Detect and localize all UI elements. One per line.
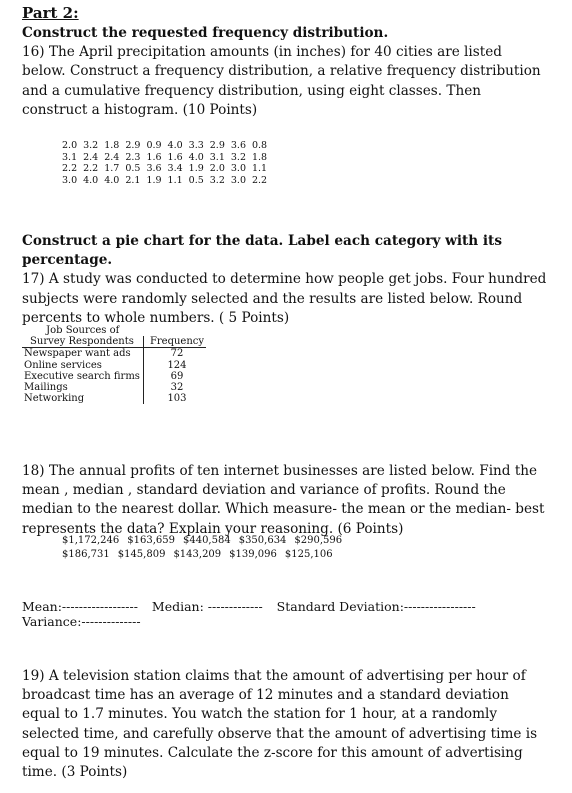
job-source-frequency: 72 (143, 348, 206, 360)
job-source-row (22, 360, 206, 371)
profit-value: $143,209 (173, 549, 222, 560)
precip-cell: 0.9 (146, 140, 162, 152)
precip-cell: 2.1 (125, 175, 141, 187)
precip-cell: 1.6 (167, 151, 183, 163)
job-header-freq: Frequency (143, 336, 206, 348)
profit-value: $440,584 (182, 535, 231, 546)
precip-cell: 1.7 (104, 163, 120, 175)
precip-cell: 2.9 (125, 140, 141, 152)
precip-cell: 2.2 (251, 175, 268, 187)
job-header-line2: Survey Respondents (22, 336, 143, 348)
job-source-name: Newspaper want ads (22, 348, 143, 360)
question-17 (22, 232, 547, 328)
precip-cell: 2.0 (62, 140, 78, 152)
precip-cell: 3.6 (146, 163, 162, 175)
precip-cell: 3.2 (83, 140, 99, 152)
question-16 (22, 24, 547, 120)
precip-cell: 3.1 (62, 151, 78, 163)
job-source-frequency: 103 (167, 393, 187, 405)
precip-row (59, 163, 270, 175)
std-label: Standard Deviation:----------------- (276, 599, 476, 614)
profit-value: $186,731 (62, 549, 110, 560)
precip-cell: 3.0 (230, 175, 246, 187)
job-source-row (22, 393, 206, 404)
precip-cell: 4.0 (188, 151, 204, 163)
job-source-name: Networking (22, 393, 143, 404)
precipitation-data-grid (59, 140, 270, 186)
profit-value: $350,634 (238, 535, 287, 546)
precip-cell: 2.2 (83, 163, 99, 175)
precip-cell: 2.3 (125, 151, 141, 163)
precipitation-table (59, 140, 270, 186)
precip-cell: 4.0 (167, 140, 183, 152)
q16-heading: Construct the requested frequency distribution. (22, 25, 389, 41)
precip-cell: 2.0 (209, 163, 225, 175)
precip-cell: 1.8 (251, 151, 268, 163)
precip-cell: 0.5 (125, 163, 141, 175)
precip-cell: 1.9 (146, 175, 162, 187)
precip-cell: 2.4 (83, 151, 99, 163)
job-header-line1: Job Sources of (46, 325, 120, 336)
job-source-row (22, 382, 206, 393)
profit-value: $125,106 (284, 549, 333, 560)
precip-cell: 3.4 (167, 163, 183, 175)
profit-value: $1,172,246 (62, 535, 120, 546)
variance-label: Variance:-------------- (22, 614, 141, 629)
precip-cell: 1.1 (167, 175, 183, 187)
job-sources-table (22, 325, 206, 404)
precip-cell: 1.8 (104, 140, 120, 152)
q19-text: 19) A television station claims that the amount of advertising per hour of broadcast time has an average of 12 minutes and a standard deviation equal to 1.7 minutes. You watch the station for 1 hour, at a randomly selected time, and carefully observe that the amount of advertising time is equal to 19 minutes. Calculate the z-score for this amount of advertising time. (3 Points) (22, 668, 538, 781)
precip-cell: 3.0 (230, 163, 246, 175)
job-source-name: Online services (22, 360, 143, 371)
question-18 (22, 462, 547, 539)
job-source-frequency: 124 (167, 359, 187, 371)
precip-cell: 0.8 (251, 140, 268, 152)
precip-cell: 1.6 (146, 151, 162, 163)
profit-value: $139,096 (229, 549, 277, 560)
job-source-name: Mailings (22, 382, 143, 393)
profits-list (62, 534, 350, 562)
profit-value: $290,596 (294, 535, 343, 546)
precip-cell: 3.2 (230, 151, 246, 163)
precip-row (59, 140, 270, 152)
q17-heading: Construct a pie chart for the data. Label each category with its percentage. (22, 233, 502, 269)
precip-cell: 3.6 (230, 140, 246, 152)
precip-cell: 4.0 (83, 175, 99, 187)
precip-cell: 1.1 (251, 163, 268, 175)
q18-text: 18) The annual profits of ten internet businesses are listed below. Find the mean , median , standard deviation and variance of profits. Round the median to the nearest dollar. Which measure- the mean or the median- best represents the data? Explain your reasoning. (6 Points) (22, 463, 545, 537)
profits-row-2 (62, 548, 350, 562)
q16-text: 16) The April precipitation amounts (in inches) for 40 cities are listed below. Construct a frequency distribution, a relative frequency distribution and a cumulative frequency distribution, using eight classes. Then construct a histogram. (10 Points) (22, 44, 541, 118)
median-label: Median: ------------- (151, 599, 263, 614)
precip-cell: 2.4 (104, 151, 120, 163)
job-source-row (22, 371, 206, 382)
job-source-frequency: 69 (170, 370, 184, 382)
profits-row-1 (62, 534, 350, 548)
precip-cell: 4.0 (104, 175, 120, 187)
precip-cell: 3.2 (209, 175, 225, 187)
job-source-row (22, 348, 206, 360)
precip-cell: 3.0 (62, 175, 78, 187)
precip-cell: 2.2 (62, 163, 78, 175)
part-title: Part 2: (22, 4, 79, 22)
precip-cell: 0.5 (188, 175, 204, 187)
q18-answer-lines (22, 599, 476, 629)
precip-cell: 1.9 (188, 163, 204, 175)
profit-value: $163,659 (127, 535, 175, 546)
job-source-name: Executive search firms (22, 371, 143, 382)
job-source-frequency: 32 (170, 382, 184, 394)
precip-row (59, 152, 270, 164)
precip-cell: 2.9 (209, 140, 225, 152)
job-sources-table-wrap (22, 325, 206, 404)
precip-cell: 3.3 (188, 140, 204, 152)
mean-label: Mean:------------------ (22, 599, 138, 614)
profit-value: $145,809 (117, 549, 166, 560)
precip-cell: 3.1 (209, 151, 225, 163)
question-19 (22, 667, 547, 782)
q17-text: 17) A study was conducted to determine how people get jobs. Four hundred subjects were randomly selected and the results are listed below. Round percents to whole numbers. ( 5 Points) (22, 271, 547, 326)
precip-row (59, 175, 270, 187)
